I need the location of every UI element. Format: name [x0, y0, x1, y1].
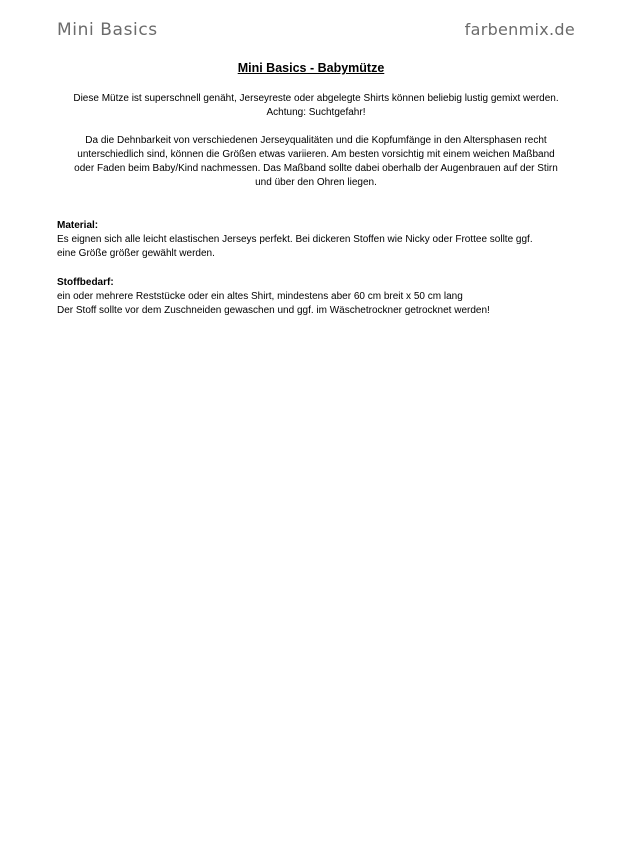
brand-mini-basics: Mini Basics	[57, 20, 158, 40]
stoffbedarf-line: ein oder mehrere Reststücke oder ein altes Shirt, mindestens aber 60 cm breit x 50 cm lang	[57, 291, 463, 302]
document-title: Mini Basics - Babymütze	[237, 61, 385, 75]
material-line: Es eignen sich alle leicht elastischen Jerseys perfekt. Bei dickeren Stoffen wie Nicky oder Frottee sollte ggf.	[57, 234, 533, 245]
stoffbedarf-section	[57, 276, 587, 318]
intro-line: und über den Ohren liegen.	[255, 177, 377, 188]
material-heading: Material:	[57, 220, 99, 231]
intro-text	[50, 92, 582, 190]
stoffbedarf-line: Der Stoff sollte vor dem Zuschneiden gewaschen und ggf. im Wäschetrockner getrocknet werden!	[57, 305, 490, 316]
intro-line: oder Faden beim Baby/Kind nachmessen. Das Maßband sollte dabei oberhalb der Augenbrauen auf der Stirn	[74, 163, 558, 174]
intro-line: Da die Dehnbarkeit von verschiedenen Jerseyqualitäten und die Kopfumfänge in den Altersphasen recht	[85, 135, 547, 146]
intro-line: unterschiedlich sind, können die Größen etwas variieren. Am besten vorsichtig mit einem weichen Maßband	[77, 149, 555, 160]
intro-paragraph-1	[50, 92, 582, 120]
page-header	[0, 0, 622, 50]
material-section	[57, 219, 587, 261]
intro-paragraph-2	[50, 134, 582, 190]
stoffbedarf-heading: Stoffbedarf:	[57, 277, 114, 288]
brand-farbenmix: farbenmix.de	[464, 20, 575, 39]
intro-line: Diese Mütze ist superschnell genäht, Jerseyreste oder abgelegte Shirts können beliebig lustig gemixt werden.	[73, 93, 559, 104]
material-line: eine Größe größer gewählt werden.	[57, 248, 215, 259]
intro-line: Achtung: Suchtgefahr!	[266, 107, 366, 118]
